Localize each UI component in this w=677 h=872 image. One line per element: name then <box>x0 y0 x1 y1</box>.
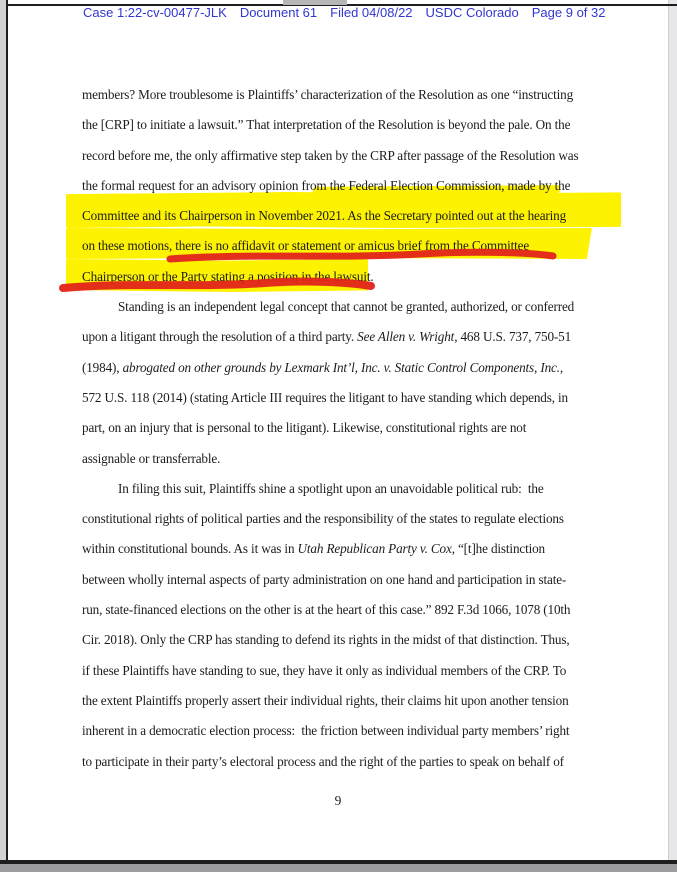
body-text: In filing this suit, Plaintiffs shine a spotlight upon an unavoidable political rub: the <box>118 480 544 496</box>
body-text: the extent Plaintiffs properly assert their individual rights, their claims hit upon another tension <box>82 692 569 708</box>
viewer-gutter-right <box>669 0 677 860</box>
document-line <box>82 504 647 534</box>
body-text: constitutional rights of political parties and the responsibility of the states to regulate elections <box>82 511 564 527</box>
case-citation-text: See Allen v. Wright <box>357 329 455 345</box>
page-of-label: Page 9 of 32 <box>531 4 606 20</box>
case-citation-text: abrogated on other grounds by Lexmark Int’l, Inc. v. Static Control Components, Inc. <box>122 359 560 375</box>
court-name: USDC Colorado <box>425 4 519 20</box>
document-line <box>82 201 647 231</box>
document-line <box>82 534 647 564</box>
body-text: run, state-financed elections on the other is at the heart of this case.” 892 F.3d 1066, 1078 (10th <box>82 602 571 618</box>
document-line <box>82 171 647 201</box>
page-number: 9 <box>334 793 342 808</box>
body-text: members? More troublesome is Plaintiffs’ characterization of the Resolution as one “instructing <box>82 87 574 102</box>
document-line <box>82 625 647 655</box>
body-text: 572 U.S. 118 (2014) (stating Article III requires the litigant to have standing which depends, in <box>82 389 568 405</box>
document-number: Document 61 <box>239 4 318 20</box>
document-line <box>82 565 647 595</box>
underlined-highlighted-text: there is no affidavit or statement or amicus brief from the Committee <box>175 238 530 254</box>
body-text: if these Plaintiffs have standing to sue, they have it only as individual members of the CRP. To <box>82 662 567 678</box>
body-text: within constitutional bounds. As it was in <box>82 541 298 557</box>
document-line <box>82 141 647 171</box>
document-line <box>82 716 647 746</box>
body-text: , 468 U.S. 737, 750-51 <box>454 329 572 345</box>
case-stamp-header <box>83 3 605 21</box>
document-line <box>82 110 647 140</box>
document-line <box>82 444 647 474</box>
document-line <box>82 747 647 777</box>
body-text: the [CRP] to initiate a lawsuit.” That interpretation of the Resolution is beyond the pale. On the <box>82 117 571 133</box>
body-text: (1984), <box>82 359 123 375</box>
body-text: the formal request for an advisory opinion from the Federal Election Commission, made by the <box>82 177 571 193</box>
document-line <box>82 686 647 716</box>
document-body <box>82 80 647 777</box>
document-line <box>82 656 647 686</box>
body-text: upon a litigant through the resolution of a third party. <box>82 329 358 345</box>
document-line <box>82 413 647 443</box>
document-line <box>82 80 647 110</box>
highlighted-text: on these motions, <box>82 238 176 254</box>
document-line <box>82 595 647 625</box>
body-text: Standing is an independent legal concept that cannot be granted, authorized, or conferred <box>118 299 575 315</box>
body-text: part, on an injury that is personal to the litigant). Likewise, constitutional rights are not <box>82 420 527 436</box>
highlighted-text: Committee and its Chairperson in November 2021. As the Secretary pointed out at the hearing <box>82 208 567 224</box>
document-line <box>82 353 647 383</box>
document-line <box>82 383 647 413</box>
body-text: record before me, the only affirmative step taken by the CRP after passage of the Resolution was <box>82 147 579 163</box>
document-line <box>82 262 647 292</box>
viewer-gutter-bottom <box>0 864 677 872</box>
body-text: assignable or transferrable. <box>82 450 221 466</box>
document-line <box>82 231 647 261</box>
page-edge-left <box>6 0 8 864</box>
body-text: inherent in a democratic election process: the friction between individual party members’ right <box>82 723 570 739</box>
document-line <box>82 474 647 504</box>
body-text: , <box>559 359 564 375</box>
body-text: between wholly internal aspects of party administration on one hand and participation in state- <box>82 571 567 587</box>
underlined-highlighted-text: Chairperson or the Party stating a position in the lawsuit. <box>82 268 374 284</box>
case-citation-text: Utah Republican Party v. Cox <box>297 541 452 557</box>
body-text: to participate in their party’s electoral process and the right of the parties to speak on behalf of <box>82 753 564 769</box>
body-text: Cir. 2018). Only the CRP has standing to defend its rights in the midst of that distinction. Thus, <box>82 632 570 648</box>
body-text: , “[t]he distinction <box>451 541 546 557</box>
document-line <box>82 292 647 322</box>
case-number: Case 1:22-cv-00477-JLK <box>83 4 227 20</box>
document-line <box>82 322 647 352</box>
filed-date: Filed 04/08/22 <box>330 4 413 20</box>
